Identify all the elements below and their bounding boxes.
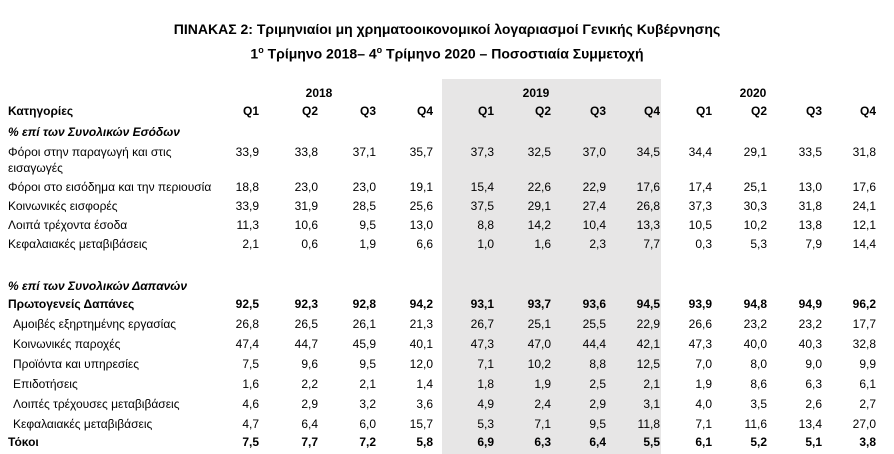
row-label: Τόκοι [8, 435, 39, 449]
cell-value: 92,8 [352, 297, 376, 311]
row-label: Φόροι στο εισόδημα και την περιουσία [8, 180, 212, 194]
cell-value: 8,8 [589, 357, 606, 371]
cell-value: 26,8 [636, 199, 660, 213]
cell-value: 6,1 [859, 377, 876, 391]
cell-value: 12,1 [852, 218, 876, 232]
cell-value: 45,9 [352, 337, 376, 351]
cell-value: 2,3 [589, 237, 606, 251]
cell-value: 28,5 [352, 199, 376, 213]
cell-value: 26,1 [352, 317, 376, 331]
row-label: Κεφαλαιακές μεταβιβάσεις [8, 237, 148, 251]
cell-value: 32,8 [852, 337, 876, 351]
cell-value: 96,2 [852, 297, 876, 311]
cell-value: 31,8 [852, 145, 876, 159]
cell-value: 9,0 [805, 357, 822, 371]
cell-value: 44,4 [582, 337, 606, 351]
cell-value: 26,6 [688, 317, 712, 331]
cell-value: 5,1 [805, 435, 822, 449]
header-row [0, 102, 894, 121]
cell-value: 10,5 [688, 218, 712, 232]
table-row [0, 355, 894, 374]
cell-value: 7,7 [301, 435, 318, 449]
cell-value: 1,9 [534, 377, 551, 391]
cell-value: 7,2 [359, 435, 376, 449]
cell-value: 40,1 [409, 337, 433, 351]
cell-value: 13,0 [798, 180, 822, 194]
table-row [0, 123, 894, 142]
cell-value: 93,7 [527, 297, 551, 311]
cell-value: 3,2 [359, 397, 376, 411]
cell-value: 10,6 [294, 218, 318, 232]
cell-value: 11,3 [236, 218, 259, 232]
cell-value: 5,3 [477, 417, 494, 431]
cell-value: 94,9 [798, 297, 822, 311]
cell-value: 15,7 [409, 417, 433, 431]
table-row [0, 178, 894, 197]
cell-value: 9,6 [301, 357, 318, 371]
cell-value: 31,8 [798, 199, 822, 213]
table-row [0, 315, 894, 334]
cell-value: 2,4 [534, 397, 551, 411]
cell-value: 17,6 [852, 180, 876, 194]
cell-value: 7,5 [242, 357, 259, 371]
cell-value: 2,7 [859, 397, 876, 411]
cell-value: 21,3 [409, 317, 433, 331]
cell-value: 6,4 [301, 417, 318, 431]
cell-value: 93,1 [470, 297, 494, 311]
cell-value: 2,6 [805, 397, 822, 411]
cell-value: 40,3 [798, 337, 822, 351]
cell-value: 9,5 [589, 417, 606, 431]
table-row [0, 216, 894, 235]
cell-value: 42,1 [636, 337, 660, 351]
cell-value: 25,1 [743, 180, 767, 194]
cell-value: 17,6 [636, 180, 660, 194]
table-title-line1: ΠΙΝΑΚΑΣ 2: Τριμηνιαίοι μη χρηματοοικονομικοί λογαριασμοί Γενικής Κυβέρνησης [173, 21, 721, 37]
cell-value: 2,1 [643, 377, 660, 391]
cell-value: 13,4 [798, 417, 822, 431]
cell-value: 1,6 [534, 237, 551, 251]
cell-value: 10,4 [582, 218, 606, 232]
cell-value: 11,6 [744, 417, 767, 431]
cell-value: 31,9 [294, 199, 318, 213]
cell-value: 9,5 [359, 218, 376, 232]
cell-value: 0,3 [695, 237, 712, 251]
cell-value: 5,8 [416, 435, 433, 449]
cell-value: 37,3 [688, 199, 712, 213]
year-label-2020: 2020 [739, 86, 767, 100]
cell-value: 4,9 [477, 397, 494, 411]
cell-value: 44,7 [294, 337, 318, 351]
row-label-continuation: εισαγωγές [8, 161, 63, 175]
cell-value: 94,5 [636, 297, 660, 311]
row-label: % επί των Συνολικών Εσόδων [8, 125, 180, 139]
cell-value: 7,1 [534, 417, 551, 431]
cell-value: 32,5 [527, 145, 551, 159]
cell-value: 15,4 [470, 180, 494, 194]
cell-value: 29,1 [743, 145, 767, 159]
table-row [0, 197, 894, 216]
table-row [0, 277, 894, 296]
row-label: Προϊόντα και υπηρεσίες [13, 357, 140, 371]
cell-value: 10,2 [743, 218, 767, 232]
cell-value: 13,0 [409, 218, 433, 232]
cell-value: 2,1 [242, 237, 259, 251]
table-row [0, 335, 894, 354]
table-row [0, 295, 894, 314]
cell-value: 17,4 [688, 180, 712, 194]
cell-value: 93,9 [688, 297, 712, 311]
cell-value: 19,1 [409, 180, 433, 194]
cell-value: 47,4 [235, 337, 259, 351]
cell-value: 13,3 [636, 218, 660, 232]
cell-value: 18,8 [235, 180, 259, 194]
cell-value: 4,7 [242, 417, 259, 431]
quarter-header: Q2 [301, 104, 318, 118]
cell-value: 25,6 [409, 199, 433, 213]
cell-value: 33,9 [235, 145, 259, 159]
table-row [0, 143, 894, 175]
row-label: Αμοιβές εξηρτημένης εργασίας [13, 317, 177, 331]
quarter-header: Q4 [643, 104, 660, 118]
cell-value: 37,3 [470, 145, 494, 159]
quarter-header: Q3 [589, 104, 606, 118]
cell-value: 4,0 [695, 397, 712, 411]
cell-value: 27,4 [582, 199, 606, 213]
cell-value: 40,0 [743, 337, 767, 351]
cell-value: 2,5 [589, 377, 606, 391]
cell-value: 1,4 [416, 377, 433, 391]
cell-value: 4,6 [242, 397, 259, 411]
quarter-header: Q1 [242, 104, 259, 118]
cell-value: 7,0 [695, 357, 712, 371]
cell-value: 2,9 [589, 397, 606, 411]
cell-value: 14,2 [527, 218, 551, 232]
cell-value: 23,2 [798, 317, 822, 331]
cell-value: 92,3 [294, 297, 318, 311]
cell-value: 12,0 [409, 357, 433, 371]
cell-value: 47,3 [688, 337, 712, 351]
table-title-line2: $1^o$ Τρίμηνο 2018– $4^o$ Τρίμηνο 2020 – Ποσοστιαία Συμμετοχή [250, 45, 644, 62]
row-label: Φόροι στην παραγωγή και στις [8, 145, 172, 159]
cell-value: 26,8 [235, 317, 259, 331]
cell-value: 7,5 [242, 435, 259, 449]
cell-value: 11,8 [637, 417, 660, 431]
cell-value: 22,9 [636, 317, 660, 331]
cell-value: 2,1 [359, 377, 376, 391]
cell-value: 6,4 [589, 435, 606, 449]
quarter-header: Q4 [416, 104, 433, 118]
cell-value: 2,2 [301, 377, 318, 391]
categories-header: Κατηγορίες [8, 104, 74, 118]
cell-value: 47,3 [470, 337, 494, 351]
cell-value: 13,8 [798, 218, 822, 232]
table-row [0, 415, 894, 434]
row-label: Κοινωνικές παροχές [13, 337, 121, 351]
cell-value: 8,8 [477, 218, 494, 232]
cell-value: 1,0 [477, 237, 494, 251]
cell-value: 26,5 [294, 317, 318, 331]
year-label-2019: 2019 [522, 86, 550, 100]
cell-value: 9,9 [859, 357, 876, 371]
cell-value: 3,8 [859, 435, 876, 449]
cell-value: 92,5 [235, 297, 259, 311]
cell-value: 94,2 [409, 297, 433, 311]
row-label: Πρωτογενείς Δαπάνες [8, 297, 135, 311]
cell-value: 9,5 [359, 357, 376, 371]
row-label: % επί των Συνολικών Δαπανών [8, 279, 187, 293]
cell-value: 35,7 [409, 145, 433, 159]
cell-value: 22,6 [527, 180, 551, 194]
cell-value: 23,0 [294, 180, 318, 194]
cell-value: 1,9 [695, 377, 712, 391]
cell-value: 94,8 [743, 297, 767, 311]
cell-value: 22,9 [582, 180, 606, 194]
cell-value: 23,0 [352, 180, 376, 194]
cell-value: 1,8 [477, 377, 494, 391]
cell-value: 33,8 [294, 145, 318, 159]
cell-value: 33,9 [235, 199, 259, 213]
cell-value: 33,5 [798, 145, 822, 159]
cell-value: 34,5 [636, 145, 660, 159]
cell-value: 93,6 [582, 297, 606, 311]
cell-value: 7,1 [477, 357, 494, 371]
cell-value: 6,9 [477, 435, 494, 449]
cell-value: 37,1 [352, 145, 376, 159]
table-row [0, 433, 894, 452]
quarter-header: Q3 [359, 104, 376, 118]
cell-value: 5,2 [750, 435, 767, 449]
quarter-header: Q4 [859, 104, 876, 118]
year-label-2018: 2018 [305, 86, 333, 100]
cell-value: 25,1 [527, 317, 551, 331]
cell-value: 26,7 [470, 317, 494, 331]
row-label: Κεφαλαιακές μεταβιβάσεις [13, 417, 153, 431]
cell-value: 8,6 [750, 377, 767, 391]
cell-value: 2,9 [301, 397, 318, 411]
cell-value: 1,6 [242, 377, 259, 391]
cell-value: 25,5 [582, 317, 606, 331]
quarter-header: Q2 [750, 104, 767, 118]
cell-value: 7,9 [805, 237, 822, 251]
cell-value: 3,6 [416, 397, 433, 411]
table-row [0, 375, 894, 394]
cell-value: 6,0 [359, 417, 376, 431]
quarter-header: Q2 [534, 104, 551, 118]
cell-value: 6,3 [805, 377, 822, 391]
cell-value: 37,5 [470, 199, 494, 213]
row-label: Λοιπά τρέχοντα έσοδα [8, 218, 128, 232]
cell-value: 14,4 [852, 237, 876, 251]
cell-value: 37,0 [582, 145, 606, 159]
row-label: Λοιπές τρέχουσες μεταβιβάσεις [13, 397, 180, 411]
cell-value: 17,7 [852, 317, 876, 331]
quarter-header: Q1 [695, 104, 712, 118]
cell-value: 30,3 [743, 199, 767, 213]
cell-value: 34,4 [688, 145, 712, 159]
row-label: Επιδοτήσεις [13, 377, 78, 391]
cell-value: 47,0 [527, 337, 551, 351]
row-label: Κοινωνικές εισφορές [8, 199, 118, 213]
cell-value: 3,5 [750, 397, 767, 411]
cell-value: 12,5 [636, 357, 660, 371]
cell-value: 24,1 [852, 199, 876, 213]
cell-value: 27,0 [852, 417, 876, 431]
quarter-header: Q1 [477, 104, 494, 118]
cell-value: 5,3 [750, 237, 767, 251]
cell-value: 7,1 [695, 417, 712, 431]
table-row [0, 395, 894, 414]
cell-value: 7,7 [643, 237, 660, 251]
cell-value: 6,3 [534, 435, 551, 449]
cell-value: 8,0 [750, 357, 767, 371]
cell-value: 6,6 [416, 237, 433, 251]
cell-value: 3,1 [643, 397, 660, 411]
cell-value: 0,6 [301, 237, 318, 251]
table-row [0, 235, 894, 254]
cell-value: 1,9 [359, 237, 376, 251]
cell-value: 10,2 [527, 357, 551, 371]
cell-value: 29,1 [527, 199, 551, 213]
quarter-header: Q3 [805, 104, 822, 118]
cell-value: 23,2 [743, 317, 767, 331]
cell-value: 6,1 [695, 435, 712, 449]
cell-value: 5,5 [643, 435, 660, 449]
